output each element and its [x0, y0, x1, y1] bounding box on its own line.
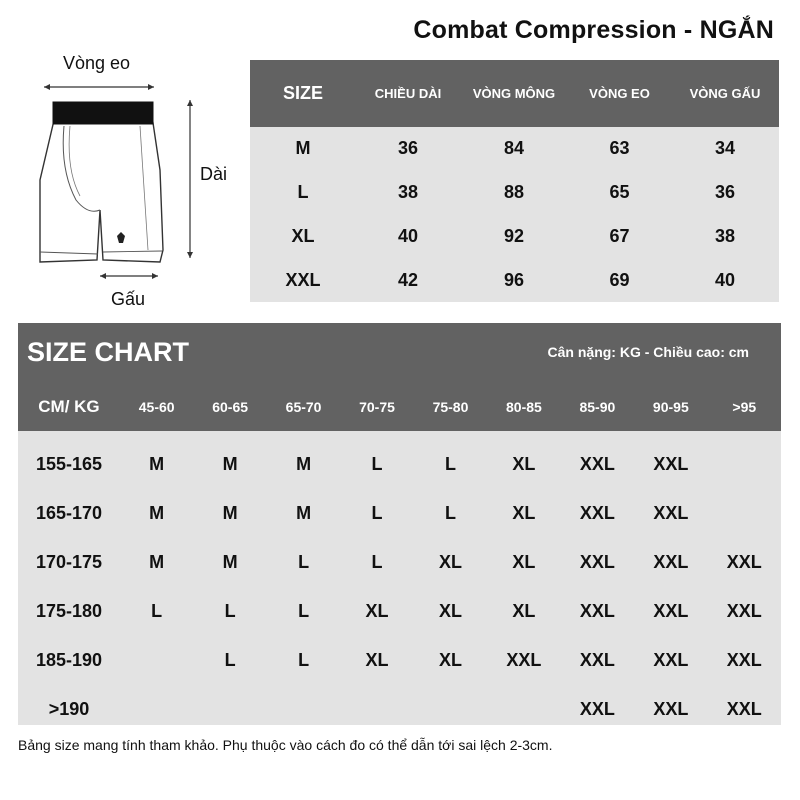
recommended-size-cell: XXL: [653, 699, 689, 719]
size-label: XL: [291, 225, 315, 246]
size-table-row: [250, 258, 779, 302]
recommended-size-cell: XL: [365, 601, 389, 621]
size-table-row: [250, 171, 779, 215]
weight-column-header: 75-80: [432, 399, 469, 415]
recommended-size-cell: XL: [438, 650, 462, 670]
height-range-label: 165-170: [35, 503, 102, 523]
measurement-value: 84: [503, 138, 525, 159]
recommended-size-cell: L: [151, 601, 163, 621]
recommended-size-cell: L: [298, 601, 310, 621]
recommended-size-cell: M: [149, 552, 165, 572]
size-table-header-cell: SIZE: [282, 83, 323, 103]
recommended-size-cell: L: [444, 454, 456, 474]
measurement-value: 63: [609, 138, 630, 159]
measurement-value: 40: [714, 269, 736, 290]
recommended-size-cell: L: [444, 503, 456, 523]
recommended-size-cell: XXL: [653, 503, 689, 523]
recommended-size-cell: XXL: [653, 454, 689, 474]
weight-column-header: 60-65: [212, 399, 249, 415]
size-table-row: [250, 215, 779, 259]
recommended-size-cell: XXL: [579, 454, 615, 474]
size-chart-row: [18, 636, 781, 685]
size-table-row: [250, 127, 779, 171]
size-chart-header: [18, 323, 781, 431]
recommended-size-cell: M: [296, 503, 312, 523]
recommended-size-cell: M: [296, 454, 312, 474]
recommended-size-cell: L: [371, 503, 383, 523]
recommended-size-cell: XXL: [579, 699, 615, 719]
weight-column-header: 70-75: [359, 399, 395, 415]
recommended-size-cell: L: [224, 650, 236, 670]
size-chart-row: [18, 538, 781, 587]
measurement-value: 36: [714, 182, 736, 203]
measurement-value: 42: [397, 269, 419, 290]
measurement-value: 69: [609, 269, 630, 290]
recommended-size-cell: XXL: [579, 601, 615, 621]
recommended-size-cell: XL: [512, 601, 536, 621]
measurement-value: 92: [503, 225, 525, 246]
weight-column-header: 85-90: [579, 399, 616, 415]
measurement-value: 65: [609, 182, 630, 203]
page-title: Combat Compression - NGẮN: [413, 16, 774, 44]
recommended-size-cell: XL: [512, 552, 536, 572]
recommended-size-cell: XXL: [726, 650, 762, 670]
length-label: Dài: [200, 164, 228, 184]
recommended-size-cell: M: [149, 503, 165, 523]
measurement-value: 40: [397, 225, 419, 246]
size-chart-column-headers: [18, 389, 781, 425]
shorts-illustration: [0, 40, 250, 315]
recommended-size-cell: L: [224, 601, 236, 621]
measurement-value: 36: [397, 138, 419, 159]
recommended-size-cell: XL: [512, 503, 536, 523]
weight-column-header: 80-85: [506, 399, 542, 415]
weight-column-header: 65-70: [285, 399, 322, 415]
recommended-size-cell: L: [371, 454, 383, 474]
height-range-label: 175-180: [35, 601, 102, 621]
measurement-value: 88: [503, 182, 525, 203]
recommended-size-cell: XXL: [653, 601, 689, 621]
footnote: Bảng size mang tính tham khảo. Phụ thuộc vào cách đo có thể dẫn tới sai lệch 2-3cm.: [18, 737, 553, 753]
size-chart-title: SIZE CHART: [27, 337, 189, 367]
recommended-size-cell: XXL: [653, 650, 689, 670]
size-label: M: [295, 138, 311, 159]
measurement-value: 67: [609, 225, 630, 246]
measurement-value: 38: [397, 182, 419, 203]
recommended-size-cell: M: [149, 454, 165, 474]
height-range-label: 185-190: [35, 650, 102, 670]
hem-label: Gấu: [111, 289, 146, 309]
recommended-size-cell: XXL: [579, 552, 615, 572]
size-chart-row: [18, 489, 781, 538]
size-table-header-cell: CHIỀU DÀI: [374, 86, 442, 101]
size-chart-row: [18, 440, 781, 489]
measurement-value: 34: [714, 138, 736, 159]
corner-label: CM/ KG: [38, 397, 100, 416]
recommended-size-cell: L: [371, 552, 383, 572]
size-chart-row: [18, 587, 781, 636]
recommended-size-cell: XXL: [653, 552, 689, 572]
recommended-size-cell: M: [222, 503, 238, 523]
recommended-size-cell: XXL: [579, 650, 615, 670]
weight-column-header: >95: [732, 399, 757, 415]
size-label: L: [297, 182, 309, 203]
recommended-size-cell: XXL: [726, 699, 762, 719]
measurement-value: 96: [503, 269, 525, 290]
size-table-header-cell: VÒNG MÔNG: [472, 86, 556, 101]
size-chart-row: [18, 685, 781, 734]
recommended-size-cell: XL: [438, 601, 462, 621]
size-measurement-table: [250, 60, 779, 302]
weight-column-header: 90-95: [652, 399, 689, 415]
size-chart-body: [18, 431, 781, 734]
size-table-header-cell: VÒNG EO: [589, 86, 650, 101]
measurement-value: 38: [714, 225, 736, 246]
waist-label: Vòng eo: [63, 53, 131, 73]
recommended-size-cell: M: [222, 552, 238, 572]
size-label: XXL: [285, 269, 321, 290]
recommended-size-cell: L: [298, 650, 310, 670]
recommended-size-cell: M: [222, 454, 238, 474]
size-table-header: [250, 60, 779, 127]
height-range-label: >190: [48, 699, 90, 719]
recommended-size-cell: XL: [438, 552, 462, 572]
weight-column-header: 45-60: [138, 399, 175, 415]
size-chart-units-note: Cân nặng: KG - Chiều cao: cm: [547, 344, 749, 360]
height-range-label: 170-175: [35, 552, 102, 572]
recommended-size-cell: XXL: [726, 552, 762, 572]
recommended-size-cell: XL: [365, 650, 389, 670]
recommended-size-cell: XXL: [726, 601, 762, 621]
size-chart: [18, 323, 781, 725]
size-table-body: [250, 127, 779, 302]
height-range-label: 155-165: [35, 454, 102, 474]
recommended-size-cell: XL: [512, 454, 536, 474]
recommended-size-cell: XXL: [506, 650, 542, 670]
recommended-size-cell: L: [298, 552, 310, 572]
recommended-size-cell: XXL: [579, 503, 615, 523]
size-table-header-cell: VÒNG GẤU: [689, 86, 761, 101]
